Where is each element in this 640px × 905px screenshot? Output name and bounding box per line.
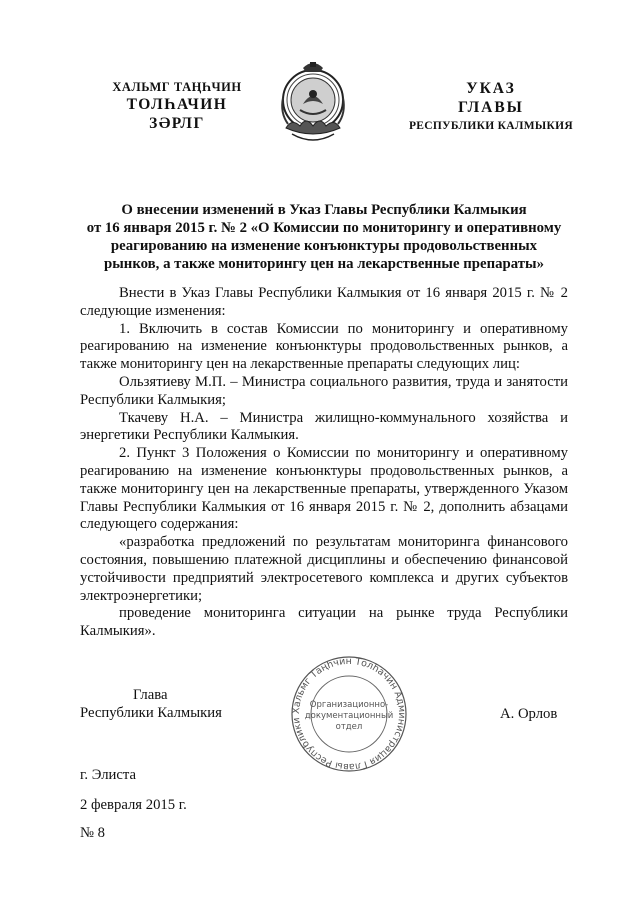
signatory-title: [80, 686, 222, 722]
official-stamp: [284, 655, 414, 773]
header-left-line1: ХАЛЬМГ ТАҢҺЧИН: [112, 80, 242, 94]
header-right-line1: УКАЗ: [466, 80, 516, 97]
signatory-title-line2: Республики Калмыкия: [80, 705, 222, 721]
decree-title: [80, 201, 568, 273]
title-line2: от 16 января 2015 г. № 2 «О Комиссии по мониторингу и оперативному: [86, 220, 562, 236]
issue-date: 2 февраля 2015 г.: [80, 797, 187, 813]
header-left-line3: ЗӘРЛГ: [149, 115, 205, 132]
header-kalmyk-title: [92, 80, 262, 133]
stamp-inner-line3: отдел: [335, 722, 363, 732]
stamp-inner-line1: Организационно-: [309, 700, 389, 710]
header-right-line3: РЕСПУБЛИКИ КАЛМЫКИЯ: [408, 120, 574, 132]
header-russian-title: [396, 80, 586, 132]
title-line4: рынков, а также мониторингу цен на лекарственные препараты»: [104, 256, 544, 272]
body-paragraph: Внести в Указ Главы Республики Калмыкия от 16 января 2015 г. № 2 следующие изменения:: [80, 285, 568, 319]
signatory-name: А. Орлов: [500, 706, 558, 722]
body-paragraph: 1. Включить в состав Комиссии по мониторингу и оперативному реагированию на изменение конъюнктуры продовольственных рынков, а также мониторингу цен на лекарственные препараты следующих лиц:: [80, 320, 568, 373]
stamp-outer-text: Хальмг Таңһчин Толһачин Администрация Главы Республики: [290, 655, 408, 773]
body-paragraph: Ткачеву Н.А. – Министра жилищно-коммунального хозяйства и энергетики Республики Калмыкия.: [80, 409, 568, 444]
body-paragraph: 2. Пункт 3 Положения о Комиссии по мониторингу и оперативному реагированию на изменение конъюнктуры продовольственных рынков, а также мониторингу цен на лекарственные препараты, утвержденного Указом Главы Республики Калмыкия от 16 января 2015 г. № 2, дополнить абзацами следующего содержания:: [80, 445, 568, 533]
issue-city: г. Элиста: [80, 767, 137, 783]
body-paragraph: Ользятиеву М.П. – Министра социального развития, труда и занятости Республики Калмыкия;: [80, 373, 568, 408]
decree-body: [80, 285, 568, 641]
stamp-inner-line2: документационный: [304, 711, 394, 721]
coat-of-arms-icon: [272, 58, 354, 150]
title-line1: О внесении изменений в Указ Главы Республики Калмыкия: [121, 202, 527, 218]
body-paragraph: проведение мониторинга ситуации на рынке труда Республики Калмыкия».: [80, 605, 568, 640]
body-paragraph: «разработка предложений по результатам мониторинга финансового состояния, повышению платежной дисциплины и обеспечению финансовой устойчивости предприятий электросетевого комплекса и других субъектов электроэнергетики;: [80, 534, 568, 604]
decree-number: № 8: [80, 825, 106, 841]
header-left-line2: ТОЛҺАЧИН: [126, 96, 228, 113]
title-line3: реагированию на изменение конъюнктуры продовольственных: [110, 238, 538, 254]
header-right-line2: ГЛАВЫ: [458, 99, 524, 116]
signatory-title-line1: Глава: [133, 687, 168, 703]
